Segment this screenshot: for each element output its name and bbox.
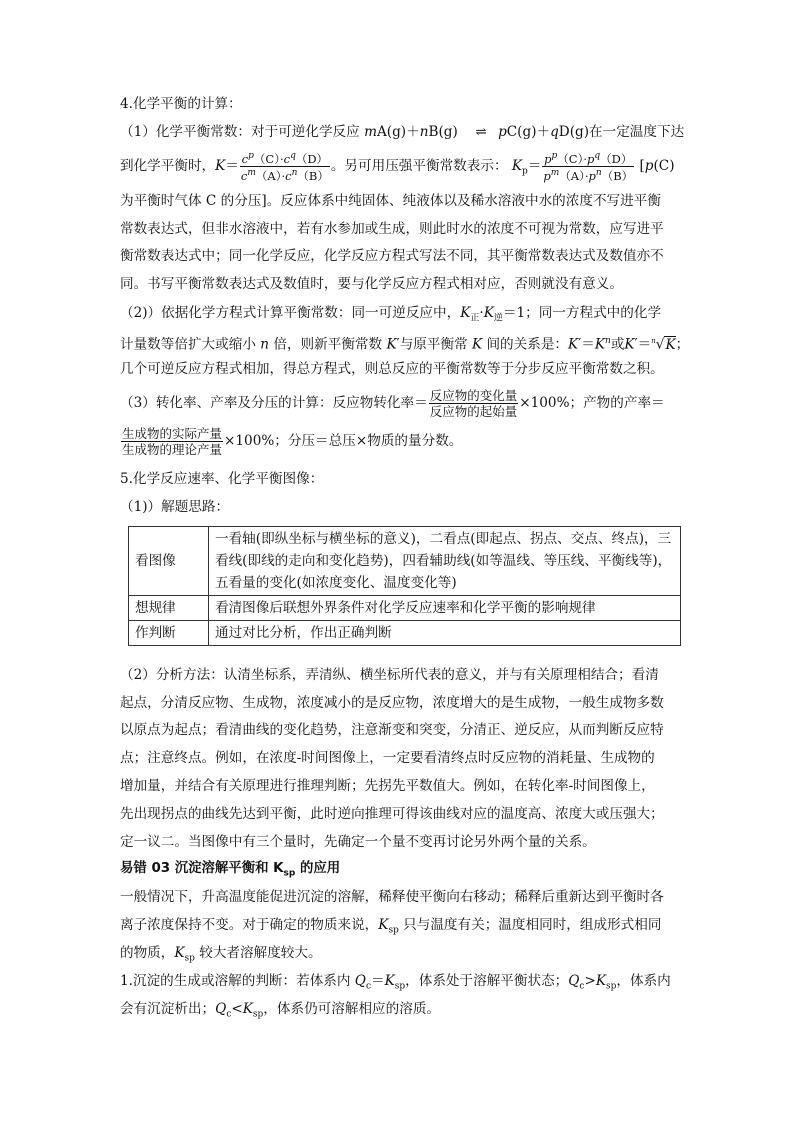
- text: 间的关系是：: [482, 336, 569, 353]
- text: 反应物的变化量: [429, 388, 518, 403]
- k-fraction: $\frac{c^p(C)\cdot c^q(D)}{c^m(A)\cdot c^n(B)}$: [240, 151, 329, 183]
- text: 计量数等倍扩大或缩小: [120, 336, 261, 353]
- para-line5: 衡常数表达式中；同一化学反应，化学反应方程式写法不同，其平衡常数表达式及数值亦不: [120, 248, 664, 264]
- text: 的物质，: [120, 945, 175, 961]
- table-cell: 作判断: [129, 621, 209, 646]
- para-line3: 为平衡时气体 C 的分压]。反应体系中纯固体、纯液体以及稀水溶液中水的浓度不写进平衡: [120, 193, 661, 209]
- text: 看线(即线的走向和变化趋势)，四看辅助线(如等温线、等压线、平衡线等)，: [215, 553, 672, 569]
- subheading-approach: （1)）解题思路：: [120, 499, 230, 515]
- analysis-line1: （2）分析方法：认清坐标系，弄清纵、横坐标所代表的意义，并与有关原理相结合；看清: [120, 667, 659, 683]
- text: （1）化学平衡常数：对于可逆化学反应: [120, 124, 365, 140]
- table-cell: 看清图像后联想外界条件对化学反应速率和化学平衡的影响规律: [209, 596, 681, 621]
- text: 与原平衡常: [399, 336, 472, 353]
- text: 会有沉淀析出；: [120, 1001, 216, 1017]
- text: 易错 03 沉淀溶解平衡和: [120, 861, 274, 876]
- para2-line1: （2)）依据化学方程式计算平衡常数：同一可逆反应中，$K_正\cdot K_逆=1$；同一方程式中的化学: [120, 305, 662, 324]
- para2-line3: 几个可逆反应方程式相加，得总方程式，则总反应的平衡常数等于分步反应平衡常数之积。: [120, 361, 664, 377]
- text: （3）转化率、产率及分压的计算：反应物转化率＝: [120, 395, 428, 411]
- text: 生成物的理论产量: [122, 442, 223, 457]
- analysis-line5: 增加量，并结合有关原理进行推理判断；先拐先平数值大。例如，在转化率-时间图像上，: [120, 778, 655, 794]
- text: 同一方程式中的化学: [538, 305, 662, 321]
- para-line4: 常数表达式，但非水溶液中，若有水参加或生成，则此时水的浓度不可视为常数，应写进平: [120, 221, 664, 237]
- para3-line1: [120, 388, 680, 419]
- text: 五看量的变化(如浓度变化、温度变化等): [215, 575, 457, 591]
- table-cell: 看图像: [129, 527, 209, 596]
- heading-error-03: 易错 03 沉淀溶解平衡和 $K_{sp}$ 的应用: [120, 861, 341, 879]
- analysis-line7: 定一议二。当图像中有三个量时，先确定一个量不变再讨论另外两个量的关系。: [120, 834, 596, 850]
- analysis-line3: 以原点为起点；看清曲线的变化趋势，注意渐变和突变，分清正、逆反应，从而判断反应特: [120, 722, 664, 738]
- analysis-line6: 先出现拐点的曲线先达到平衡，此时逆向推理可得该曲线对应的温度高、浓度大或压强大；: [120, 806, 664, 822]
- table-row: [129, 621, 681, 646]
- text: 。另可用压强平衡常数表示：: [330, 157, 508, 174]
- text: ，体系仍可溶解相应的溶质。: [263, 1001, 441, 1017]
- para-equilibrium-constant-line2: 到化学平衡时，K＝ $\frac{c^p(C)\cdot c^q(D)}{c^m(A)\cdot c^n(B)}$ 。另可用压强平衡常数表示： $K_p=$ $\frac{p^p(C)\cdot p^q(D)}{p^m(A)\cdot p^n(B)}$ [p(C): [120, 151, 675, 183]
- para2-line2: 计量数等倍扩大或缩小 n 倍，则新平衡常数 K′与原平衡常 K 间的关系是：$K'=K^n$或K′＝$^n$√K；: [120, 336, 690, 353]
- text: 1.沉淀的生成或溶解的判断：若体系内: [120, 973, 355, 989]
- table-cell: [209, 527, 681, 596]
- ksp-line1: 一般情况下，升高温度能促进沉淀的溶解，稀释使平衡向右移动；稀释后重新达到平衡时各: [120, 889, 664, 905]
- text: 到化学平衡时，: [120, 157, 216, 174]
- para-equilibrium-constant-line1: （1）化学平衡常数：对于可逆化学反应 mA(g)＋nB(g) ⇌ pC(g)＋qD(g)在一定温度下达: [120, 124, 685, 140]
- text: 倍，则新平衡常数: [269, 336, 387, 353]
- reversible-arrow-icon: ⇌: [475, 124, 485, 140]
- kp-fraction: $\frac{p^p(C)\cdot p^q(D)}{p^m(A)\cdot p^n(B)}$: [543, 151, 634, 183]
- para3-line2: [120, 426, 680, 457]
- text: 较大者溶解度较大。: [194, 945, 322, 961]
- text: ×100%；产物的产率＝: [519, 395, 665, 411]
- table-row: [129, 596, 681, 621]
- table-cell: 通过对比分析，作出正确判断: [209, 621, 681, 646]
- text: 反应物的起始量: [429, 404, 518, 419]
- ksp-line3: 的物质，$K_{sp}$ 较大者溶解度较大。: [120, 945, 322, 964]
- text: 在一定温度下达: [589, 124, 685, 140]
- analysis-line4: 点；注意终点。例如，在浓度-时间图像上，一定要看清终点时反应物的消耗量、生成物的: [120, 750, 655, 766]
- para-line6: 同。书写平衡常数表达式及数值时，要与化学反应方程式相对应，否则就没有意义。: [120, 276, 623, 292]
- heading-rate-graph: 5.化学反应速率、化学平衡图像：: [120, 471, 324, 487]
- text: ，体系处于溶解平衡状态；: [405, 973, 569, 989]
- conversion-fraction: [429, 388, 519, 419]
- analysis-line2: 起点，分清反应物、生成物，浓度减小的是反应物，浓度增大的是生成物，一般生成物多数: [120, 695, 664, 711]
- ksp-line2: 离子浓度保持不变。对于确定的物质来说，$K_{sp}$ 只与温度有关；温度相同时，组成形式相同: [120, 917, 662, 936]
- text: 生成物的实际产量: [122, 426, 223, 441]
- text: 离子浓度保持不变。对于确定的物质来说，: [120, 917, 379, 933]
- text: ×100%；分压＝总压×物质的量分数。: [224, 433, 463, 449]
- text: 的应用: [295, 861, 341, 876]
- table-row: [129, 527, 681, 596]
- text: ，体系内: [616, 973, 671, 989]
- text: 只与温度有关；温度相同时，组成形式相同: [398, 917, 662, 933]
- ksp-judge-line1: 1.沉淀的生成或溶解的判断：若体系内 $Q_c=K_{sp}$，体系处于溶解平衡状态；$Q_c>K_{sp}$，体系内: [120, 973, 671, 992]
- table-cell: 想规律: [129, 596, 209, 621]
- ksp-judge-line2: 会有沉淀析出；$Q_c<K_{sp}$，体系仍可溶解相应的溶质。: [120, 1001, 441, 1020]
- heading-equilibrium-calc: 4.化学平衡的计算：: [120, 96, 242, 112]
- approach-table: [128, 526, 681, 646]
- text: 一看轴(即纵坐标与横坐标的意义)，二看点(即起点、拐点、交点、终点)，三: [215, 531, 672, 547]
- yield-fraction: [121, 426, 223, 457]
- text: （2)）依据化学方程式计算平衡常数：同一可逆反应中，: [120, 305, 461, 321]
